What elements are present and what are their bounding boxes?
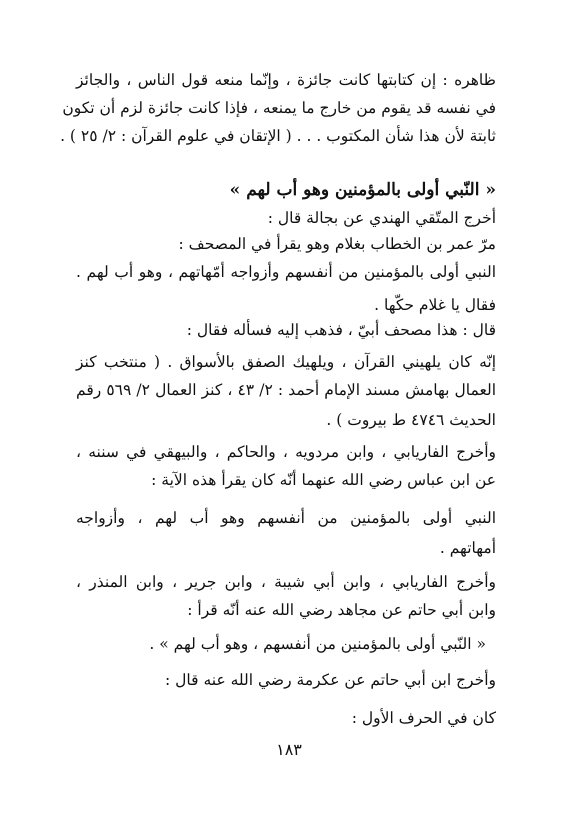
text-line: في نفسه قد يقوم من خارج ما يمنعه ، فإذا كانت جائزة لزم أن تكون xyxy=(62,99,496,117)
text-line: وأخرج الفاريابي ، وابن مردويه ، والحاكم ، والبيهقي في سننه ، xyxy=(76,443,496,461)
text-line: فقال يا غلام حكّها . xyxy=(374,296,496,314)
text-line: كان في الحرف الأول : xyxy=(351,709,496,727)
text-line: عن ابن عباس رضي الله عنهما أنّه كان يقرأ هذه الآية : xyxy=(151,471,496,489)
page-number: ١٨٣ xyxy=(276,740,302,759)
text-line: وأخرج الفاريابي ، وابن أبي شيبة ، وابن جرير ، وابن المنذر ، xyxy=(76,573,496,591)
text-line: ظاهره : إن كتابتها كانت جائزة ، وإنّما منعه قول الناس ، والجائز xyxy=(76,71,496,89)
text-line: وابن أبي حاتم عن مجاهد رضي الله عنه أنّه قرأ : xyxy=(187,601,496,619)
text-line: النبي أولى بالمؤمنين من أنفسهم وهو أب لهم ، وأزواجه xyxy=(76,509,496,527)
section-heading: « النّبي أولى بالمؤمنين وهو أب لهم » xyxy=(229,180,496,200)
quran-quote: « النّبي أولى بالمؤمنين من أنفسهم ، وهو أب لهم » . xyxy=(149,635,486,653)
text-line: مرّ عمر بن الخطاب بغلام وهو يقرأ في المصحف : xyxy=(178,235,496,253)
text-line: أمهاتهم . xyxy=(439,539,496,557)
text-line: أخرج المتّقي الهندي عن بجالة قال : xyxy=(267,209,496,227)
text-line: وأخرج ابن أبي حاتم عن عكرمة رضي الله عنه قال : xyxy=(164,671,496,689)
text-line: الحديث ٤٧٤٦ ط بيروت ) . xyxy=(326,411,496,429)
text-line: ثابتة لأن هذا شأن المكتوب . . . ( الإتقان في علوم القرآن : ٢/ ٢٥ ) . xyxy=(60,127,496,145)
text-line: النبي أولى بالمؤمنين من أنفسهم وأزواجه أمّهاتهم ، وهو أب لهم . xyxy=(76,263,496,281)
text-line: العمال بهامش مسند الإمام أحمد : ٢/ ٤٣ ، كنز العمال ٢/ ٥٦٩ رقم xyxy=(76,381,496,399)
text-line: قال : هذا مصحف أبيّ ، فذهب إليه فسأله فقال : xyxy=(186,321,496,339)
text-line: إنّه كان يلهيني القرآن ، ويلهيك الصفق بالأسواق . ( منتخب كنز xyxy=(76,353,496,371)
